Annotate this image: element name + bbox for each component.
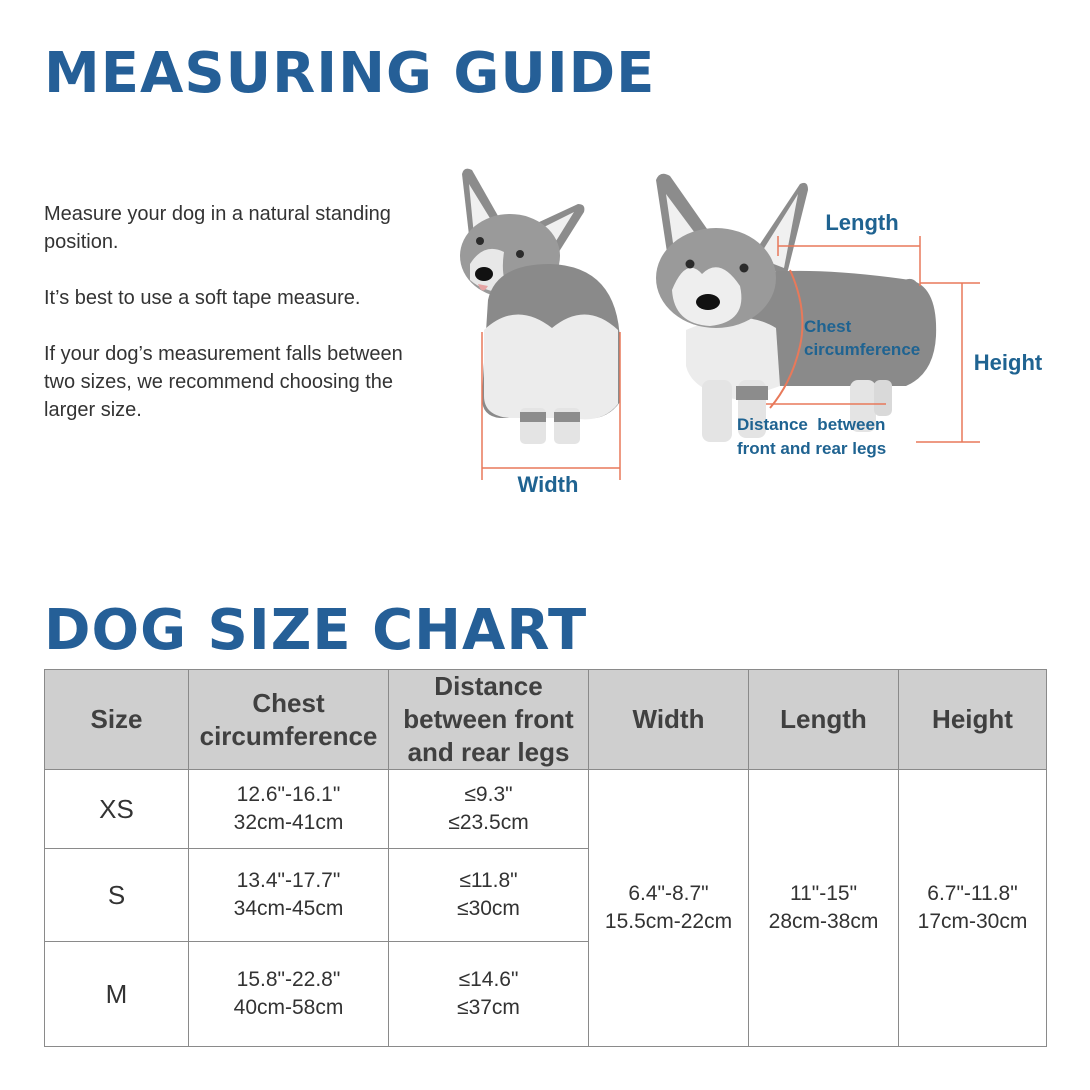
chest-cm: 32cm-41cm [233,811,344,834]
distance-label-line2: front and rear legs [737,439,887,458]
length-cell [749,770,899,1047]
width-label: Width [517,472,579,497]
chest-cell [189,849,389,942]
distance-label-line1: Distance between [737,415,886,434]
length-inches: 11"-15" [789,882,858,905]
back-dog-nose [475,267,493,281]
instruction-tape: It’s best to use a soft tape measure. [44,287,361,309]
back-dog-sock-right [554,412,580,422]
length-cm: 28cm-38cm [768,910,879,933]
chest-label-line1: Chest [804,317,852,336]
header-chest [189,670,389,770]
distance-cell [389,942,589,1047]
chest-inches: 12.6"-16.1" [236,783,341,806]
length-label: Length [825,210,899,235]
header-distance-line3: and rear legs [407,737,570,767]
header-height: Height [899,670,1047,770]
measuring-guide-title: MEASURING GUIDE [44,41,656,106]
header-distance [389,670,589,770]
side-dog-rear-leg-right [874,380,892,416]
header-width: Width [589,670,749,770]
side-dog-nose [696,294,720,310]
header-distance-line1: Distance [434,671,543,701]
size-chart-title: DOG SIZE CHART [44,598,588,663]
measuring-illustration [440,160,1080,510]
size-cell: XS [45,770,189,849]
chest-inches: 13.4"-17.7" [236,869,341,892]
table-header-row [45,670,1047,770]
back-dog-rump [484,314,618,419]
header-chest-line1: Chest [252,687,325,718]
back-dog-eye-left [476,237,484,245]
distance-inches: ≤14.6" [458,968,519,991]
height-cm: 17cm-30cm [917,910,1028,933]
size-cell: M [45,942,189,1047]
side-dog-front-leg-left [702,380,732,442]
chest-cell [189,942,389,1047]
side-dog-eye-left [686,260,695,269]
distance-cm: ≤37cm [457,996,520,1019]
header-chest-line2: circumference [199,720,378,751]
header-length: Length [749,670,899,770]
width-cell [589,770,749,1047]
back-dog-eye-right [516,250,524,258]
chest-cell [189,770,389,849]
distance-inches: ≤11.8" [459,869,518,892]
height-cell [899,770,1047,1047]
table-row [45,770,1047,849]
corgi-back-view [460,169,620,444]
chest-cm: 34cm-45cm [233,897,344,920]
back-dog-sock-left [520,412,546,422]
height-inches: 6.7"-11.8" [927,882,1018,905]
chest-label-line2: circumference [804,340,921,359]
size-cell: S [45,849,189,942]
distance-cell [389,849,589,942]
header-size: Size [45,670,189,770]
chest-cm: 40cm-58cm [233,996,344,1019]
side-dog-sock [736,386,768,400]
distance-cell [389,770,589,849]
size-chart-table [44,669,1047,1047]
distance-cm: ≤23.5cm [448,811,529,834]
instructions [44,200,434,452]
instruction-standing: Measure your dog in a natural standing position. [44,203,391,253]
distance-cm: ≤30cm [457,897,520,920]
height-label: Height [973,350,1043,375]
width-inches: 6.4"-8.7" [628,882,709,905]
header-distance-line2: between front [403,704,574,734]
distance-inches: ≤9.3" [464,783,513,806]
chest-inches: 15.8"-22.8" [236,968,341,991]
instruction-sizes: If your dog’s measurement falls between two sizes, we recommend choosing the larger size. [44,343,403,421]
width-cm: 15.5cm-22cm [604,910,733,933]
side-dog-eye-right [740,264,749,273]
